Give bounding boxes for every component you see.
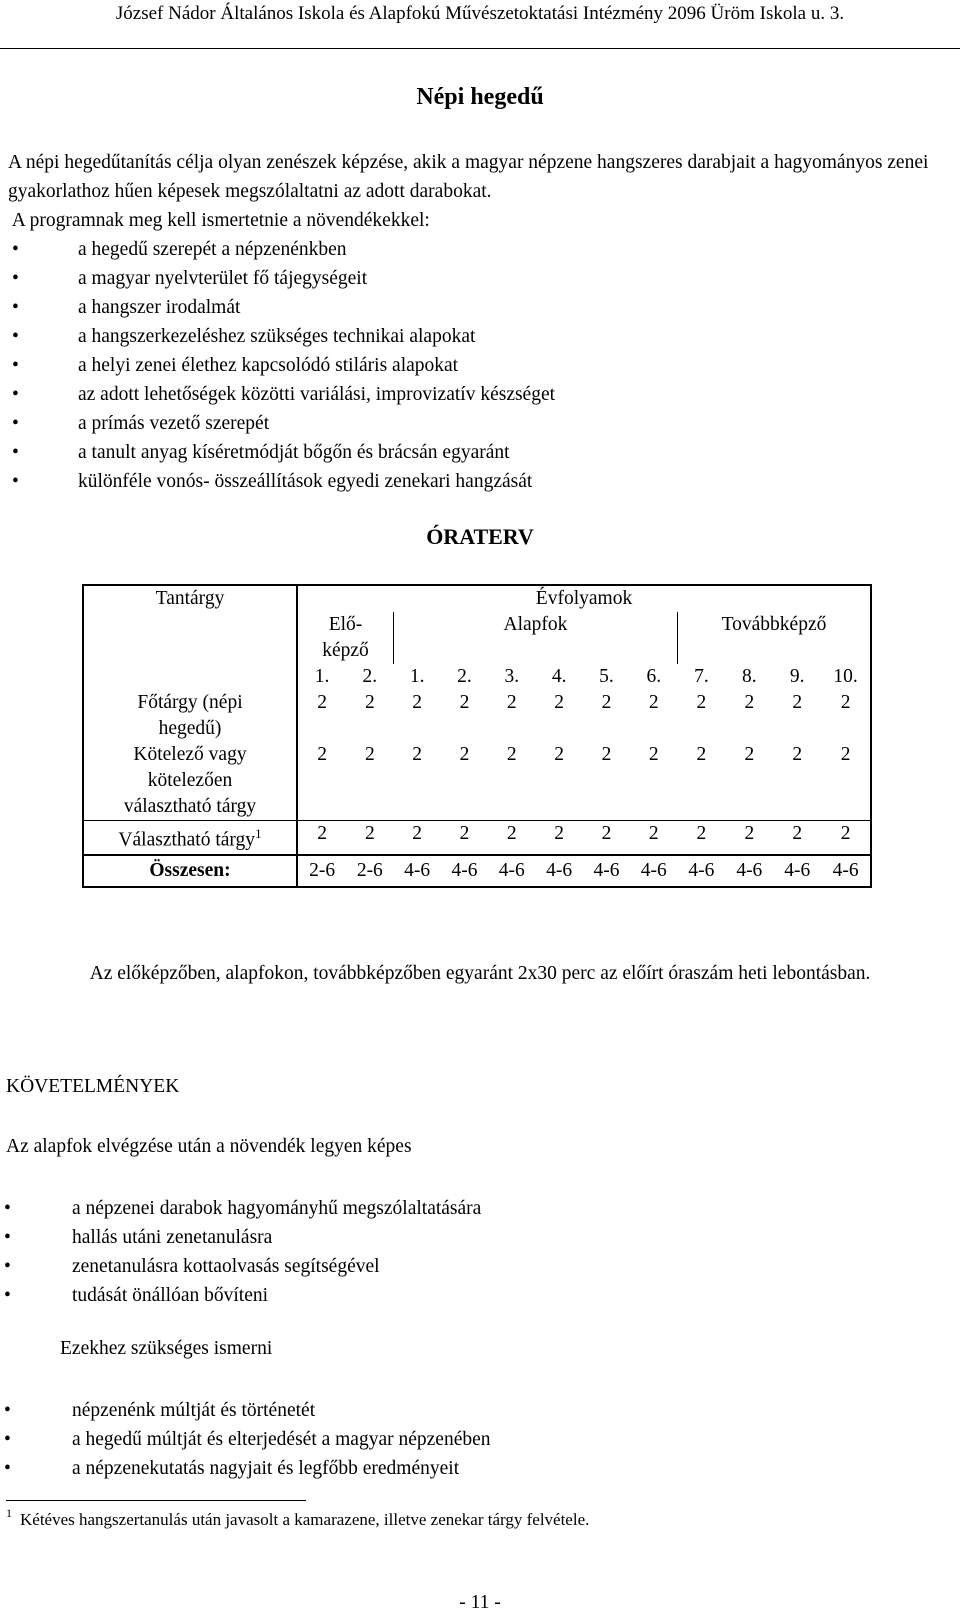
grade-cell: 3. bbox=[504, 666, 520, 687]
footnote-rule bbox=[6, 1500, 306, 1501]
total-cell: 4-6 bbox=[725, 855, 773, 887]
value-cell: 2 bbox=[792, 744, 803, 765]
bullet-icon: • bbox=[12, 297, 19, 318]
list-item: • a hegedű múltját és elterjedését a magyar népzenében bbox=[0, 1425, 940, 1454]
oraterv-table bbox=[82, 584, 872, 888]
bullet-icon: • bbox=[12, 268, 19, 289]
bullet-icon: • bbox=[4, 1198, 11, 1219]
row-label: Kötelező vagy kötelezően választható tárgy bbox=[83, 742, 297, 821]
bullet-icon: • bbox=[12, 471, 19, 492]
intro-paragraph: A népi hegedűtanítás célja olyan zenészek képzése, akik a magyar népzene hangszeres darabjait a hagyományos zenei gyakorlathoz hűen képesek megszólaltatni az adott darabokat. bbox=[8, 152, 929, 202]
requirements-list bbox=[0, 1194, 940, 1310]
list-item: • a magyar nyelvterület fő tájegységeit bbox=[8, 264, 948, 293]
value-cell: 2 bbox=[601, 692, 612, 713]
page-number: - 11 - bbox=[459, 1592, 501, 1613]
list-item: • a prímás vezető szerepét bbox=[8, 409, 948, 438]
list-item: • zenetanulásra kottaolvasás segítségével bbox=[0, 1252, 940, 1281]
value-cell: 2 bbox=[364, 692, 375, 713]
list-item: • tudását önállóan bővíteni bbox=[0, 1281, 940, 1310]
list-item: • a helyi zenei élethez kapcsolódó stiláris alapokat bbox=[8, 351, 948, 380]
grade-cell: 6. bbox=[646, 666, 662, 687]
group-elokepzo: Elő- képző bbox=[322, 614, 369, 661]
value-cell: 2 bbox=[630, 821, 677, 855]
value-cell: 2 bbox=[412, 692, 423, 713]
value-cell: 2 bbox=[773, 821, 821, 855]
value-cell: 2 bbox=[821, 690, 871, 742]
page-title: Népi hegedű bbox=[416, 84, 544, 110]
intro-lead: A programnak meg kell ismertetnie a növendékekkel: bbox=[8, 210, 430, 231]
list-item: • népzenénk múltját és történetét bbox=[0, 1396, 940, 1425]
grade-cell: 5. bbox=[599, 666, 614, 687]
list-item: • a népzenei darabok hagyományhű megszólaltatására bbox=[0, 1194, 940, 1223]
value-cell: 2 bbox=[696, 744, 707, 765]
grades-row bbox=[83, 664, 871, 690]
value-cell: 2 bbox=[601, 744, 612, 765]
table-row bbox=[83, 690, 871, 742]
intro-bullet-list bbox=[8, 235, 948, 496]
value-cell: 2 bbox=[744, 692, 755, 713]
bullet-icon: • bbox=[4, 1256, 11, 1277]
bullet-icon: • bbox=[12, 442, 19, 463]
value-cell: 2 bbox=[297, 821, 346, 855]
total-cell: 4-6 bbox=[535, 855, 582, 887]
oraterv-title: ÓRATERV bbox=[426, 524, 534, 549]
requirements-intro: Az alapfok elvégzése után a növendék legyen képes bbox=[6, 1136, 412, 1157]
total-cell: 2-6 bbox=[346, 855, 393, 887]
grade-cell: 2. bbox=[362, 666, 378, 687]
list-item: • az adott lehetőségek közötti variálási, improvizatív készséget bbox=[8, 380, 948, 409]
total-row bbox=[83, 855, 871, 887]
total-cell: 4-6 bbox=[488, 855, 535, 887]
grade-cell: 4. bbox=[551, 666, 567, 687]
value-cell: 2 bbox=[535, 821, 582, 855]
value-cell: 2 bbox=[677, 821, 725, 855]
value-cell: 2 bbox=[792, 692, 803, 713]
knowledge-list bbox=[0, 1396, 940, 1483]
header-rule bbox=[0, 48, 960, 49]
bullet-icon: • bbox=[4, 1227, 11, 1248]
value-cell: 2 bbox=[506, 744, 517, 765]
list-item: • a hangszer irodalmát bbox=[8, 293, 948, 322]
total-cell: 4-6 bbox=[821, 855, 871, 887]
value-cell: 2 bbox=[488, 821, 535, 855]
value-cell: 2 bbox=[364, 744, 375, 765]
value-cell: 2 bbox=[441, 821, 488, 855]
list-item: • a tanult anyag kíséretmódját bőgőn és brácsán egyaránt bbox=[8, 438, 948, 467]
bullet-icon: • bbox=[12, 413, 19, 434]
bullet-icon: • bbox=[4, 1400, 11, 1421]
footnote-mark: 1 bbox=[6, 1506, 12, 1520]
value-cell: 2 bbox=[744, 744, 755, 765]
table-row bbox=[83, 742, 871, 821]
total-cell: 2-6 bbox=[297, 855, 346, 887]
total-cell: 4-6 bbox=[630, 855, 677, 887]
bullet-icon: • bbox=[12, 384, 19, 405]
bullet-icon: • bbox=[12, 355, 19, 376]
list-item: • a hegedű szerepét a népzenénkben bbox=[8, 235, 948, 264]
grade-cell: 9. bbox=[789, 666, 805, 687]
bullet-icon: • bbox=[12, 326, 19, 347]
group-tovabbkepzo: Továbbképző bbox=[677, 612, 871, 664]
list-item: • a népzenekutatás nagyjait és legfőbb eredményeit bbox=[0, 1454, 940, 1483]
requirements-heading: KÖVETELMÉNYEK bbox=[6, 1076, 180, 1097]
value-cell: 2 bbox=[554, 692, 564, 713]
total-cell: 4-6 bbox=[393, 855, 440, 887]
value-cell: 2 bbox=[412, 744, 423, 765]
grade-cell: 1. bbox=[409, 666, 425, 687]
grade-cell: 2. bbox=[457, 666, 472, 687]
lesson-time-note: Az előképzőben, alapfokon, továbbképzőben egyaránt 2x30 perc az előírt óraszám heti lebontásban. bbox=[89, 963, 871, 984]
value-cell: 2 bbox=[459, 692, 470, 713]
grade-cell: 8. bbox=[742, 666, 757, 687]
page-header: József Nádor Általános Iskola és Alapfokú Művészetoktatási Intézmény 2096 Üröm Iskola u. 3. bbox=[115, 3, 845, 24]
value-cell: 2 bbox=[393, 821, 440, 855]
subject-header: Tantárgy bbox=[83, 585, 297, 612]
grades-header: Évfolyamok bbox=[297, 585, 871, 612]
total-cell: 4-6 bbox=[441, 855, 488, 887]
value-cell: 2 bbox=[506, 692, 517, 713]
intro-section bbox=[8, 148, 948, 496]
row-label: Főtárgy (népi hegedű) bbox=[83, 690, 297, 742]
bullet-icon: • bbox=[4, 1285, 11, 1306]
value-cell: 2 bbox=[696, 692, 707, 713]
bullet-icon: • bbox=[12, 239, 19, 260]
knowledge-intro: Ezekhez szükséges ismerni bbox=[60, 1338, 273, 1359]
total-cell: 4-6 bbox=[583, 855, 630, 887]
grade-cell: 1. bbox=[314, 666, 330, 687]
value-cell: 2 bbox=[648, 692, 659, 713]
footnote bbox=[6, 1506, 590, 1530]
list-item: • különféle vonós- összeállítások egyedi zenekari hangzását bbox=[8, 467, 948, 496]
total-label: Összesen: bbox=[83, 855, 297, 887]
value-cell: 2 bbox=[583, 821, 630, 855]
footnote-text: Kétéves hangszertanulás után javasolt a kamarazene, illetve zenekar tárgy felvétele. bbox=[20, 1510, 590, 1529]
list-item: • a hangszerkezeléshez szükséges technikai alapokat bbox=[8, 322, 948, 351]
total-cell: 4-6 bbox=[677, 855, 725, 887]
value-cell: 2 bbox=[317, 692, 327, 713]
table-row bbox=[83, 821, 871, 855]
value-cell: 2 bbox=[648, 744, 659, 765]
bullet-icon: • bbox=[4, 1458, 11, 1479]
list-item: • hallás utáni zenetanulásra bbox=[0, 1223, 940, 1252]
value-cell: 2 bbox=[821, 742, 871, 821]
value-cell: 2 bbox=[317, 744, 327, 765]
total-cell: 4-6 bbox=[773, 855, 821, 887]
grade-cell: 7. bbox=[694, 666, 709, 687]
group-alapfok: Alapfok bbox=[393, 612, 677, 664]
grade-cell: 10. bbox=[821, 664, 871, 690]
value-cell: 2 bbox=[725, 821, 773, 855]
bullet-icon: • bbox=[4, 1429, 11, 1450]
row-label: Választható tárgy$^1$ bbox=[83, 821, 297, 855]
value-cell: 2 bbox=[821, 821, 871, 855]
value-cell: 2 bbox=[346, 821, 393, 855]
value-cell: 2 bbox=[554, 744, 564, 765]
value-cell: 2 bbox=[459, 744, 470, 765]
